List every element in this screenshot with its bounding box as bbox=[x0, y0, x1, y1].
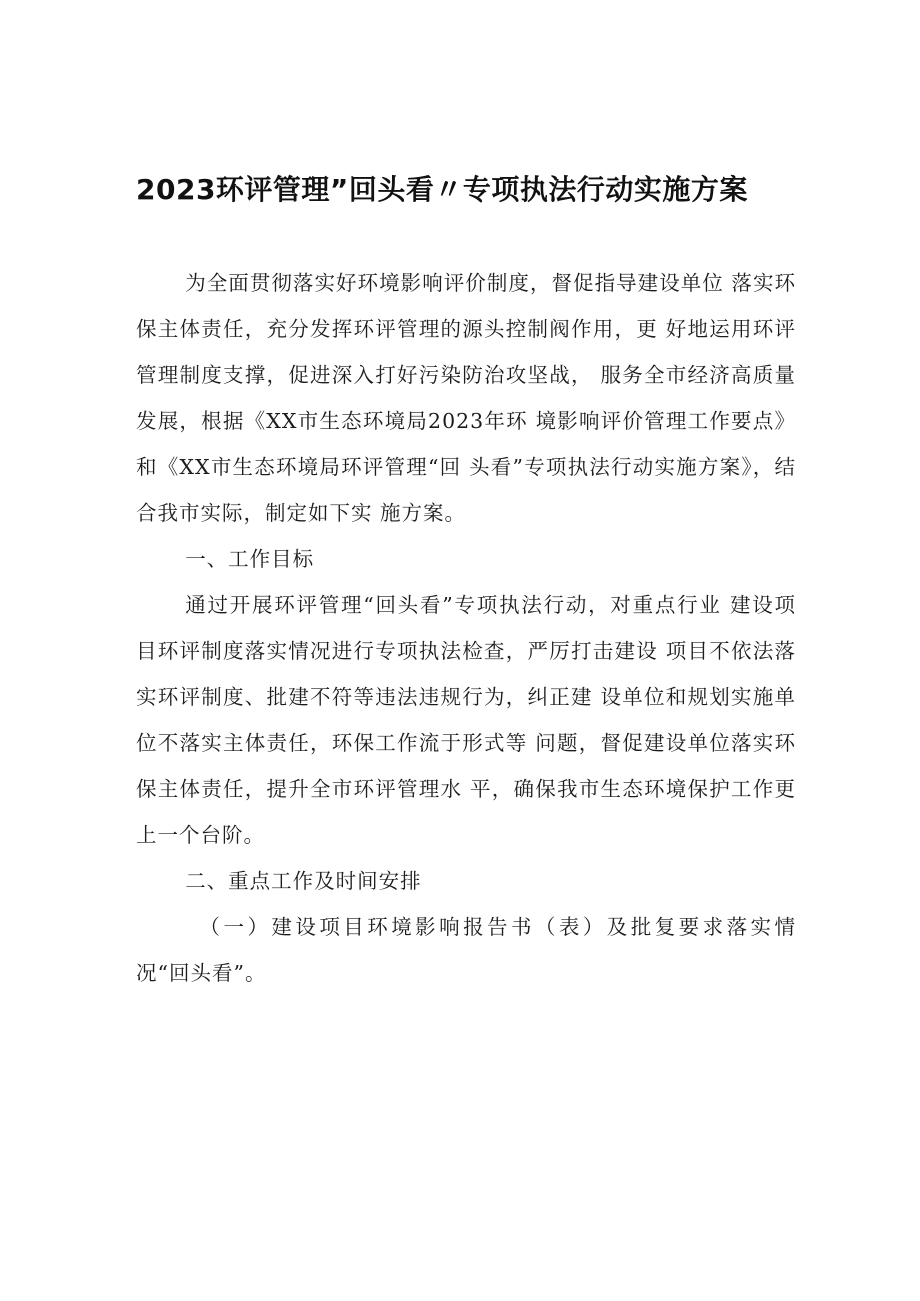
goals-paragraph: 通过开展环评管理“回头看”专项执法行动，对重点行业 建设项目环评制度落实情况进行专项执法检查，严厉打击建设 项目不依法落实环评制度、批建不符等违法违规行为，纠正建 设单位和规划实施单位不落实主体责任，环保工作流于形式等 问题，督促建设单位落实环保主体责任，提升全市环评管理水 平，确保我市生态环境保护工作更上一个台阶。 bbox=[136, 593, 796, 847]
subsection-item-1: （一）建设项目环境影响报告书（表）及批复要求落实情 况“回头看”。 bbox=[136, 915, 796, 985]
document-title: 2023环评管理”回头看〃专项执法行动实施方案 bbox=[136, 173, 748, 206]
section-heading-goals: 一、工作目标 bbox=[185, 547, 315, 571]
section-heading-key-work: 二、重点工作及时间安排 bbox=[185, 869, 422, 893]
document-body bbox=[136, 260, 796, 996]
intro-paragraph: 为全面贯彻落实好环境影响评价制度，督促指导建设单位 落实环保主体责任，充分发挥环评管理的源头控制阀作用，更 好地运用环评管理制度支撑，促进深入打好污染防治攻坚战， 服务全市经济高质量发展，根据《XX市生态环境局2023年环 境影响评价管理工作要点》和《XX市生态环境局环评管理“回 头看”专项执法行动实施方案》，结合我市实际，制定如下实 施方案。 bbox=[136, 271, 796, 525]
